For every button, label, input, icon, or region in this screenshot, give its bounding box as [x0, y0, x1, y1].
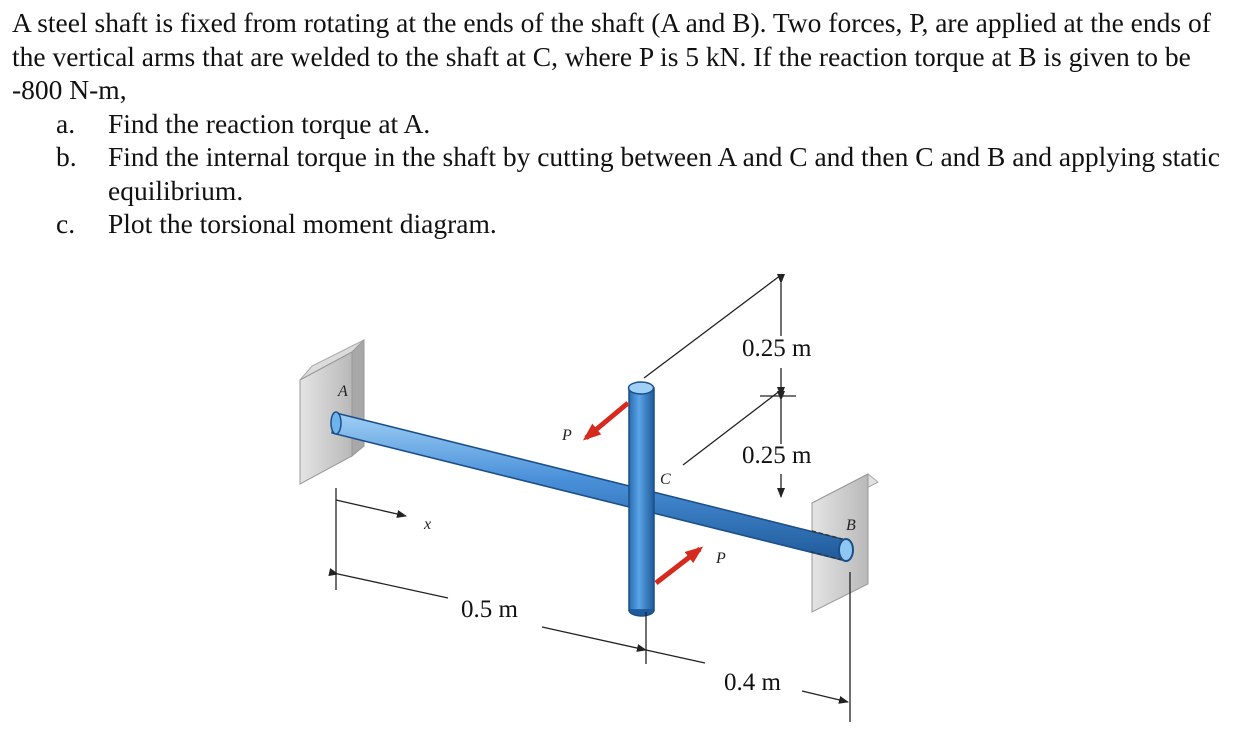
support-b-label: B	[846, 517, 856, 534]
question-text: Find the internal torque in the shaft by cutting between A and C and then C and B and applying static equilibrium.	[108, 141, 1221, 206]
dim-upper-arm-label: 0.25 m	[742, 335, 812, 362]
support-a-label: A	[338, 383, 348, 400]
x-axis-label: x	[424, 516, 432, 533]
force-p-upper-label: P	[562, 427, 572, 444]
force-arrow-upper	[586, 403, 628, 438]
question-marker: c.	[56, 208, 76, 239]
dim-cb-label: 0.4 m	[724, 669, 781, 696]
force-p-lower-label: P	[716, 550, 726, 567]
wall-a	[300, 340, 364, 484]
shaft-end-b	[839, 539, 853, 561]
question-marker: b.	[56, 141, 77, 172]
dim-lower-arm-label: 0.25 m	[742, 442, 812, 469]
point-c-label: C	[660, 471, 671, 488]
vertical-arm	[629, 382, 655, 616]
question-text: Find the reaction torque at A.	[108, 107, 431, 139]
dim-ac-label: 0.5 m	[461, 596, 518, 623]
question-text: Plot the torsional moment diagram.	[108, 208, 497, 239]
force-arrow-lower	[656, 549, 700, 583]
problem-statement: A steel shaft is fixed from rotating at the ends of the shaft (A and B). Two forces, P, are applied at the ends of the vertical arms that are welded to the shaft at C, where P is 5 kN. If the reaction torque at B is given to be -800 N-m,	[12, 7, 1211, 105]
question-marker: a.	[56, 107, 76, 139]
